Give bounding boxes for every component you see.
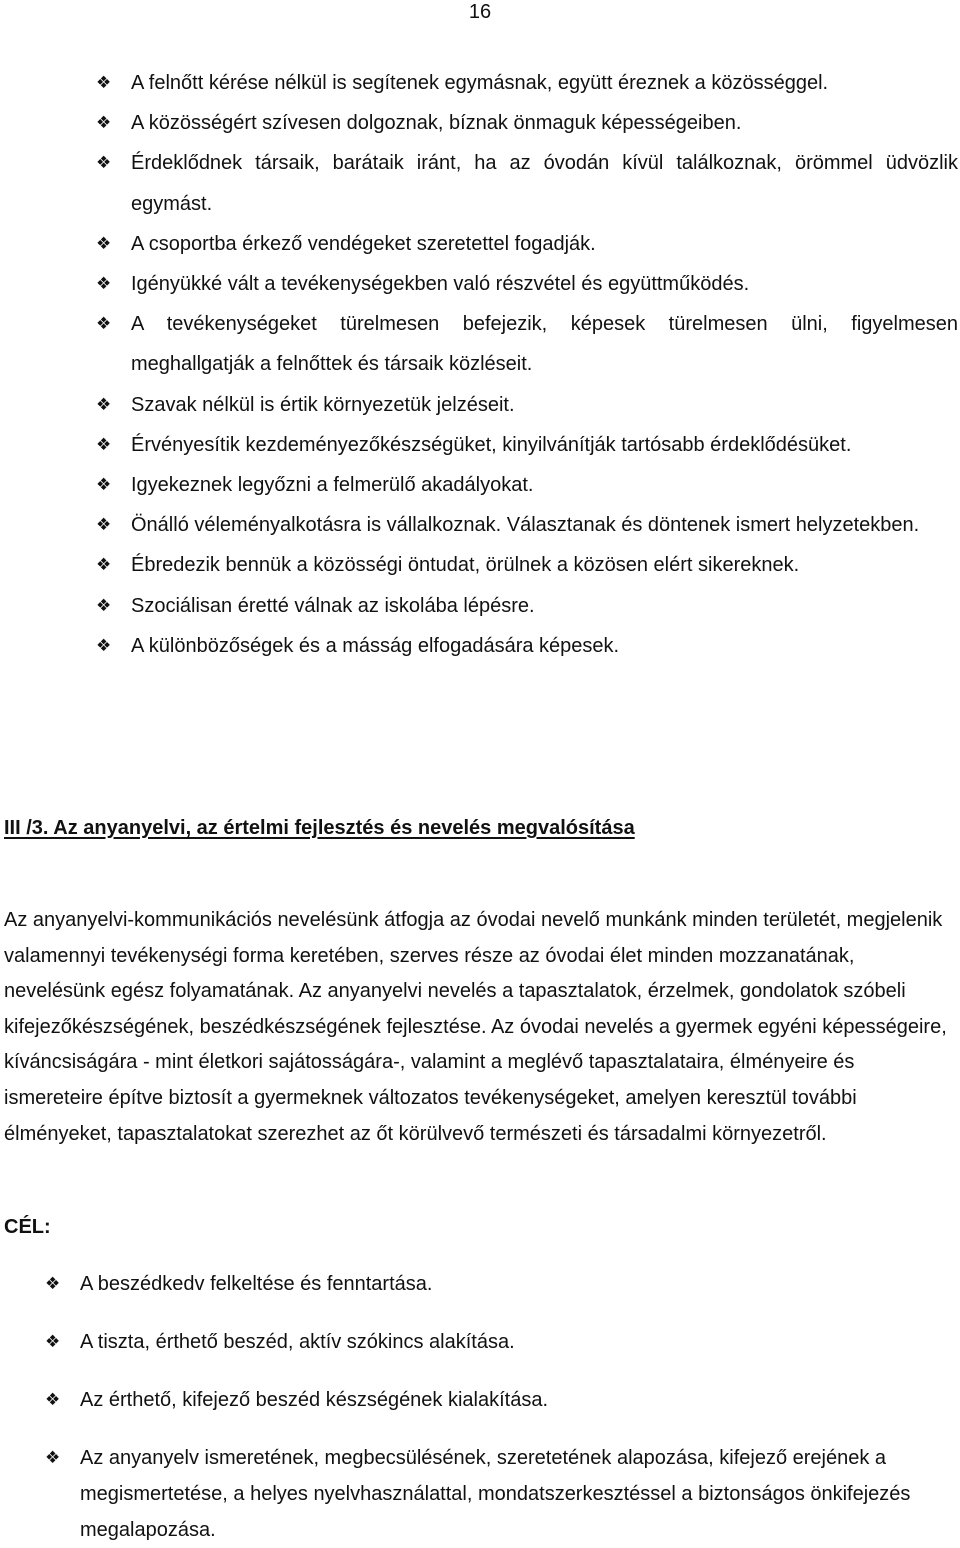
list-item — [96, 63, 958, 103]
diamond-bullet-icon: ❖ — [45, 1448, 61, 1467]
list-item-text: Érvényesítik kezdeményezőkészségüket, kinyilvánítják tartósabb érdeklődésüket. — [131, 433, 852, 456]
diamond-bullet-icon: ❖ — [96, 394, 112, 414]
list-item-text: A közösségért szívesen dolgoznak, bíznak önmaguk képességeiben. — [131, 112, 742, 135]
diamond-bullet-icon: ❖ — [96, 73, 112, 92]
list-item-text: A tiszta, érthető beszéd, aktív szókincs alakítása. — [80, 1331, 515, 1353]
page-number: 16 — [468, 1, 492, 23]
diamond-bullet-icon: ❖ — [96, 595, 112, 615]
list-item-text: Ébredezik bennük a közösségi öntudat, örülnek a közösen elért sikereknek. — [131, 554, 800, 577]
diamond-bullet-icon: ❖ — [96, 314, 112, 334]
diamond-bullet-icon: ❖ — [45, 1274, 61, 1293]
list-item — [45, 1382, 925, 1418]
list-item — [96, 465, 958, 505]
list-item — [96, 505, 958, 545]
diamond-bullet-icon: ❖ — [96, 475, 112, 495]
list-item-text: Igényükké vált a tevékenységekben való részvétel és együttműködés. — [131, 273, 750, 296]
diamond-bullet-icon: ❖ — [96, 434, 112, 454]
list-item-text: Igyekeznek legyőzni a felmerülő akadályokat. — [131, 474, 534, 497]
list-item — [45, 1324, 925, 1360]
diamond-bullet-icon: ❖ — [96, 635, 112, 655]
list-item-text: A csoportba érkező vendégeket szeretettel fogadják. — [131, 232, 596, 255]
list-item — [96, 626, 958, 666]
list-item-text: Az érthető, kifejező beszéd készségének kialakítása. — [80, 1389, 549, 1411]
diamond-bullet-icon: ❖ — [96, 113, 112, 133]
diamond-bullet-icon: ❖ — [96, 233, 112, 253]
goal-label: CÉL: — [4, 1216, 51, 1238]
list-item — [96, 586, 958, 626]
list-item — [96, 224, 958, 264]
diamond-bullet-icon: ❖ — [96, 153, 112, 173]
list-item — [45, 1440, 925, 1548]
goals-list — [45, 1266, 925, 1548]
list-item-text: A különbözőségek és a másság elfogadására képesek. — [131, 634, 620, 657]
diamond-bullet-icon: ❖ — [45, 1390, 61, 1409]
list-item-text: Szavak nélkül is értik környezetük jelzéseit. — [131, 393, 515, 416]
list-item-text: Érdeklődnek társaik, barátaik iránt, ha az óvodán kívül találkoznak, örömmel üdvözlik egymást. — [131, 152, 958, 215]
list-item-text: Önálló véleményalkotásra is vállalkoznak. Választanak és döntenek ismert helyzetekben. — [131, 514, 920, 537]
list-item-text: A felnőtt kérése nélkül is segítenek egymásnak, együtt éreznek a közösséggel. — [131, 72, 829, 94]
list-item-text: Az anyanyelv ismeretének, megbecsülésének, szeretetének alapozása, kifejező erejének a megismertetése, a helyes nyelvhasználattal, mondatszerkesztéssel a biztonságos önkifejezés megalapozása. — [80, 1447, 911, 1541]
list-item-text: A beszédkedv felkeltése és fenntartása. — [80, 1273, 433, 1295]
section-heading: III /3. Az anyanyelvi, az értelmi fejlesztés és nevelés megvalósítása — [4, 817, 635, 839]
list-item — [96, 143, 958, 223]
diamond-bullet-icon: ❖ — [45, 1332, 61, 1351]
list-item — [96, 425, 958, 465]
diamond-bullet-icon: ❖ — [96, 274, 112, 294]
outcomes-list — [96, 63, 958, 666]
list-item — [96, 385, 958, 425]
list-item — [45, 1266, 925, 1302]
diamond-bullet-icon: ❖ — [96, 555, 112, 575]
diamond-bullet-icon: ❖ — [96, 515, 112, 535]
body-paragraph: Az anyanyelvi-kommunikációs nevelésünk átfogja az óvodai nevelő munkánk minden területét, megjelenik valamennyi tevékenységi forma keretében, szerves része az óvodai élet minden mozzanatának, nevelésünk egész folyamatának. Az anyanyelvi nevelés a tapasztalatok, érzelmek, gondolatok szóbeli kifejezőkészségének, beszédkészségének fejlesztése. Az óvodai nevelés a gyermek egyéni képességeire, kíváncsiságára - mint életkori sajátosságára-, valamint a meglévő tapasztalataira, élményeire és ismereteire építve biztosít a gyermeknek változatos tevékenységeket, amelyen keresztül további élményeket, tapasztalatokat szerezhet az őt körülvevő természeti és társadalmi környezetről. — [4, 909, 947, 1145]
list-item — [96, 545, 958, 585]
list-item — [96, 304, 958, 384]
list-item — [96, 264, 958, 304]
list-item — [96, 103, 958, 143]
list-item-text: Szociálisan éretté válnak az iskolába lépésre. — [131, 594, 535, 617]
list-item-text: A tevékenységeket türelmesen befejezik, képesek türelmesen ülni, figyelmesen meghallgatják a felnőttek és társaik közléseit. — [131, 313, 958, 376]
